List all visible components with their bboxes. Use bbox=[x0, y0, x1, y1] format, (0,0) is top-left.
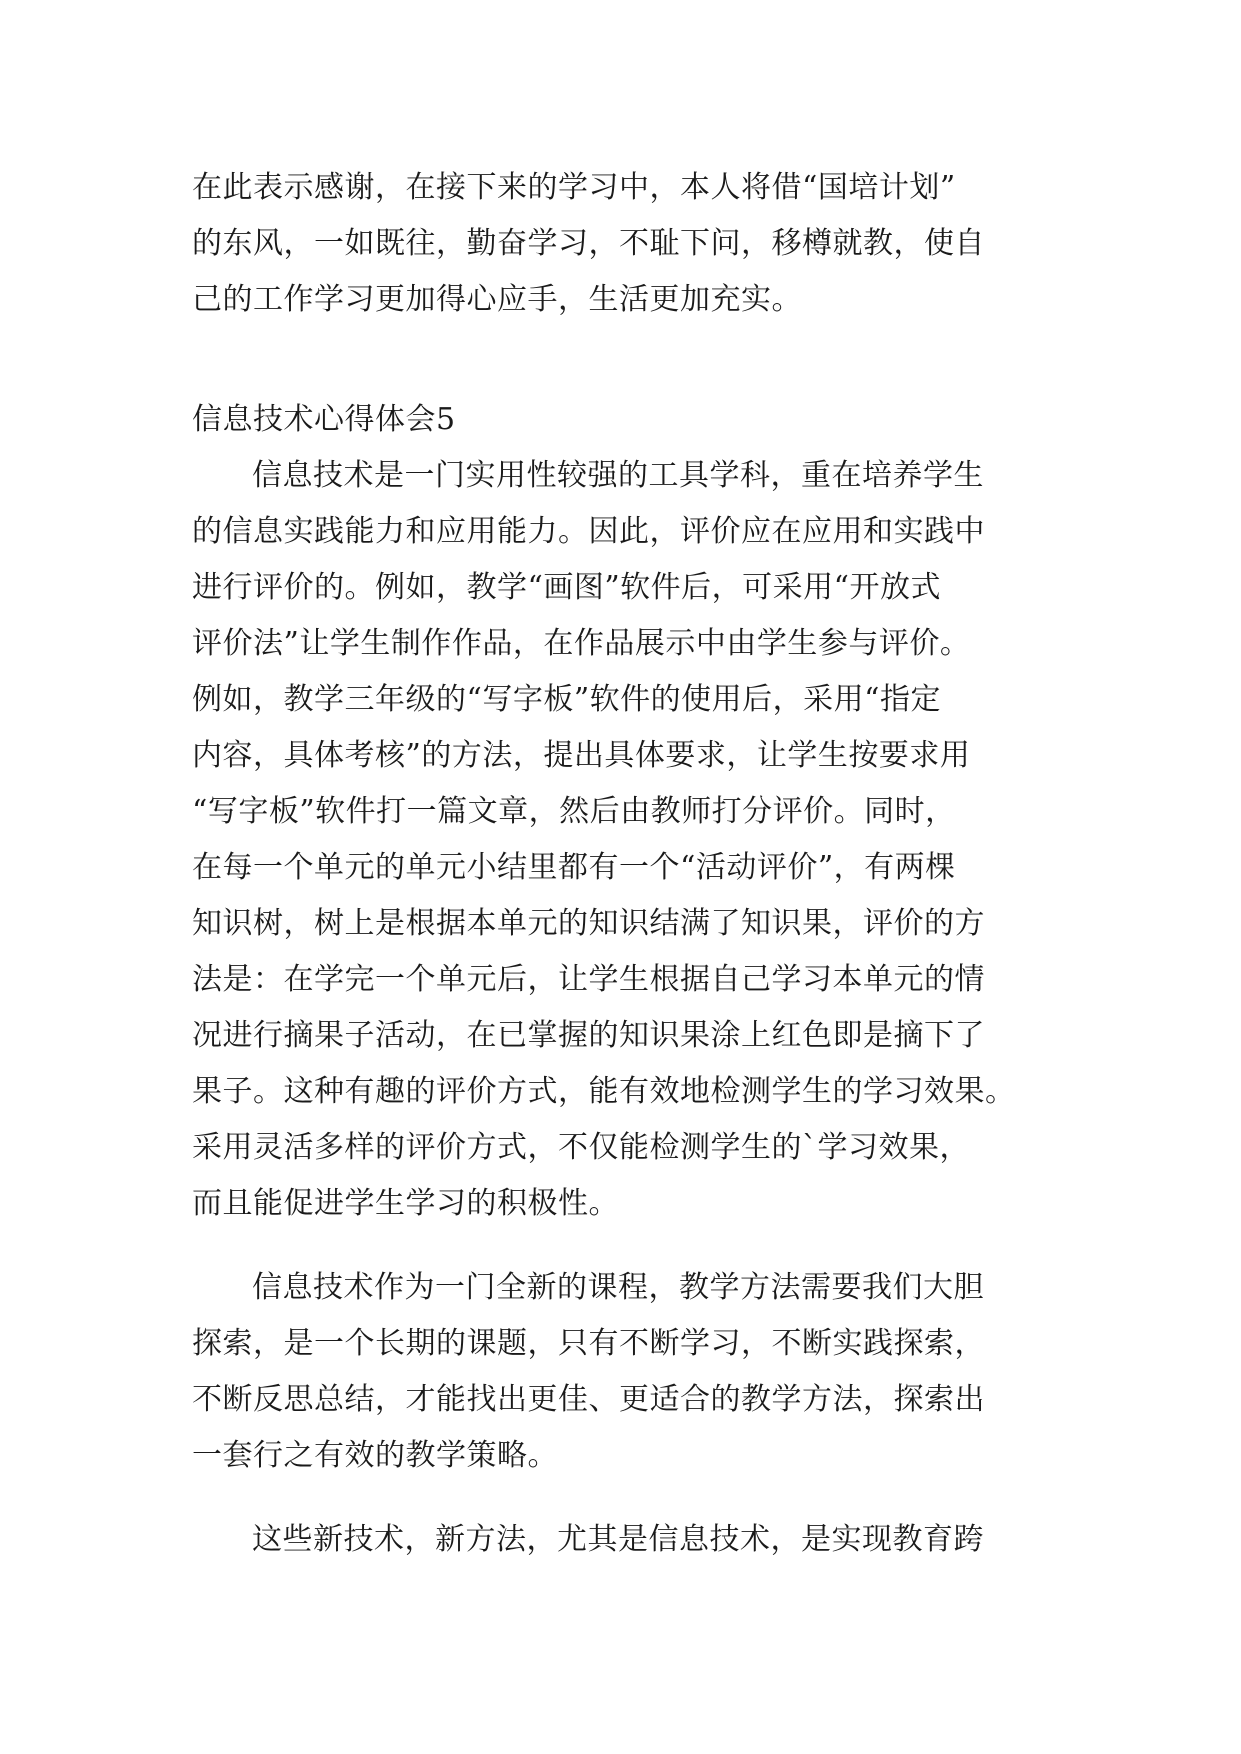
text-line: 在每一个单元的单元小结里都有一个“活动评价”，有两棵 bbox=[192, 850, 956, 885]
text-line: 探索，是一个长期的课题，只有不断学习，不断实践探索， bbox=[192, 1326, 985, 1361]
text-line: 一套行之有效的教学策略。 bbox=[192, 1438, 558, 1473]
text-line: 知识树，树上是根据本单元的知识结满了知识果，评价的方 bbox=[192, 906, 985, 941]
text-line: “写字板”软件打一篇文章，然后由教师打分评价。同时， bbox=[192, 794, 956, 829]
text-line: 这些新技术，新方法，尤其是信息技术，是实现教育跨 bbox=[252, 1522, 984, 1557]
text-line: 果子。这种有趣的评价方式，能有效地检测学生的学习效果。 bbox=[192, 1074, 1016, 1109]
text-line: 进行评价的。例如，教学“画图”软件后，可采用“开放式 bbox=[192, 570, 942, 605]
text-line: 的东风，一如既往，勤奋学习，不耻下问，移樽就教，使自 bbox=[192, 226, 985, 261]
text-line: 信息技术作为一门全新的课程，教学方法需要我们大胆 bbox=[252, 1270, 984, 1305]
text-line: 在此表示感谢，在接下来的学习中，本人将借“国培计划” bbox=[192, 170, 956, 205]
text-line: 己的工作学习更加得心应手，生活更加充实。 bbox=[192, 282, 802, 317]
text-line: 采用灵活多样的评价方式，不仅能检测学生的`学习效果， bbox=[192, 1130, 970, 1165]
text-line: 不断反思总结，才能找出更佳、更适合的教学方法，探索出 bbox=[192, 1382, 985, 1417]
text-line: 法是：在学完一个单元后，让学生根据自己学习本单元的情 bbox=[192, 962, 985, 997]
text-line: 而且能促进学生学习的积极性。 bbox=[192, 1186, 619, 1221]
text-line: 内容，具体考核”的方法，提出具体要求，让学生按要求用 bbox=[192, 738, 971, 773]
section-heading: 信息技术心得体会5 bbox=[192, 402, 456, 437]
text-line: 况进行摘果子活动，在已掌握的知识果涂上红色即是摘下了 bbox=[192, 1018, 985, 1053]
text-line: 评价法”让学生制作作品，在作品展示中由学生参与评价。 bbox=[192, 626, 971, 661]
text-line: 的信息实践能力和应用能力。因此，评价应在应用和实践中 bbox=[192, 514, 985, 549]
text-line: 信息技术是一门实用性较强的工具学科，重在培养学生 bbox=[252, 458, 984, 493]
text-line: 例如，教学三年级的“写字板”软件的使用后，采用“指定 bbox=[192, 682, 942, 717]
